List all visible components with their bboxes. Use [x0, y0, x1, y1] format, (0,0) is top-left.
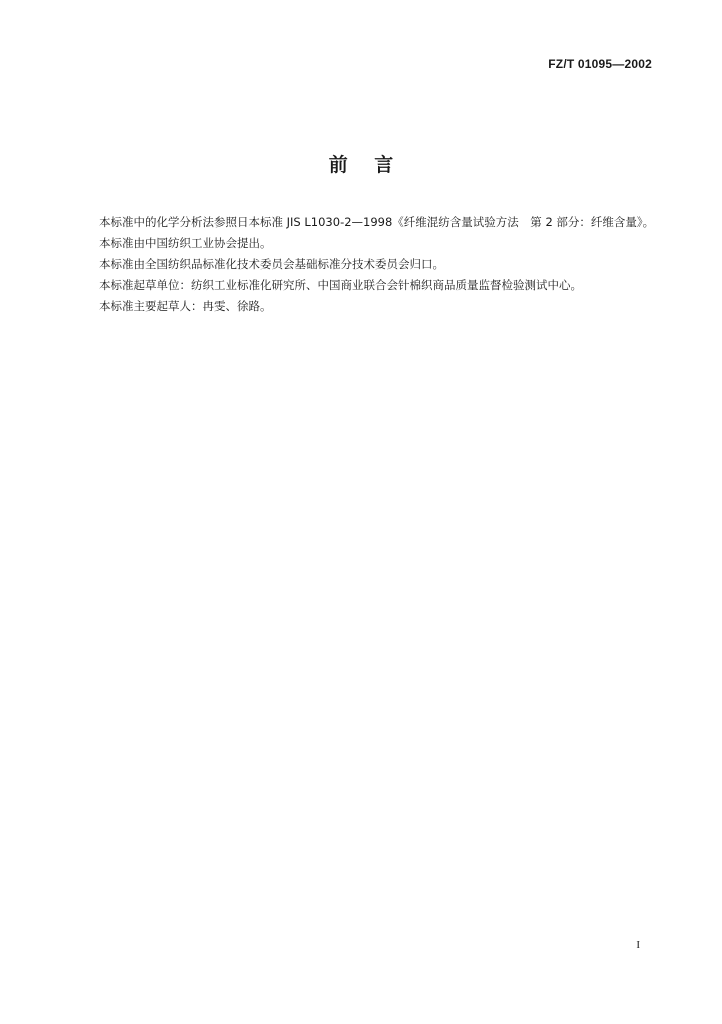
paragraph-administered-by: 本标准由全国纺织品标准化技术委员会基础标准分技术委员会归口。	[99, 257, 444, 271]
paragraph-proposed-by: 本标准由中国纺织工业协会提出。	[99, 236, 272, 250]
paragraph-drafters: 本标准主要起草人：冉雯、徐路。	[99, 299, 272, 313]
paragraph-reference-standard: 本标准中的化学分析法参照日本标准 JIS L1030-2—1998《纤维混纺含量试验方法 第 2 部分：纤维含量》。	[99, 215, 655, 229]
page-number: I	[636, 939, 640, 951]
paragraph-drafting-units: 本标准起草单位：纺织工业标准化研究所、中国商业联合会针棉织商品质量监督检验测试中心。	[99, 278, 582, 292]
standard-code: FZ/T 01095—2002	[548, 57, 652, 71]
foreword-body	[75, 212, 655, 317]
page-title: 前 言	[328, 154, 394, 176]
